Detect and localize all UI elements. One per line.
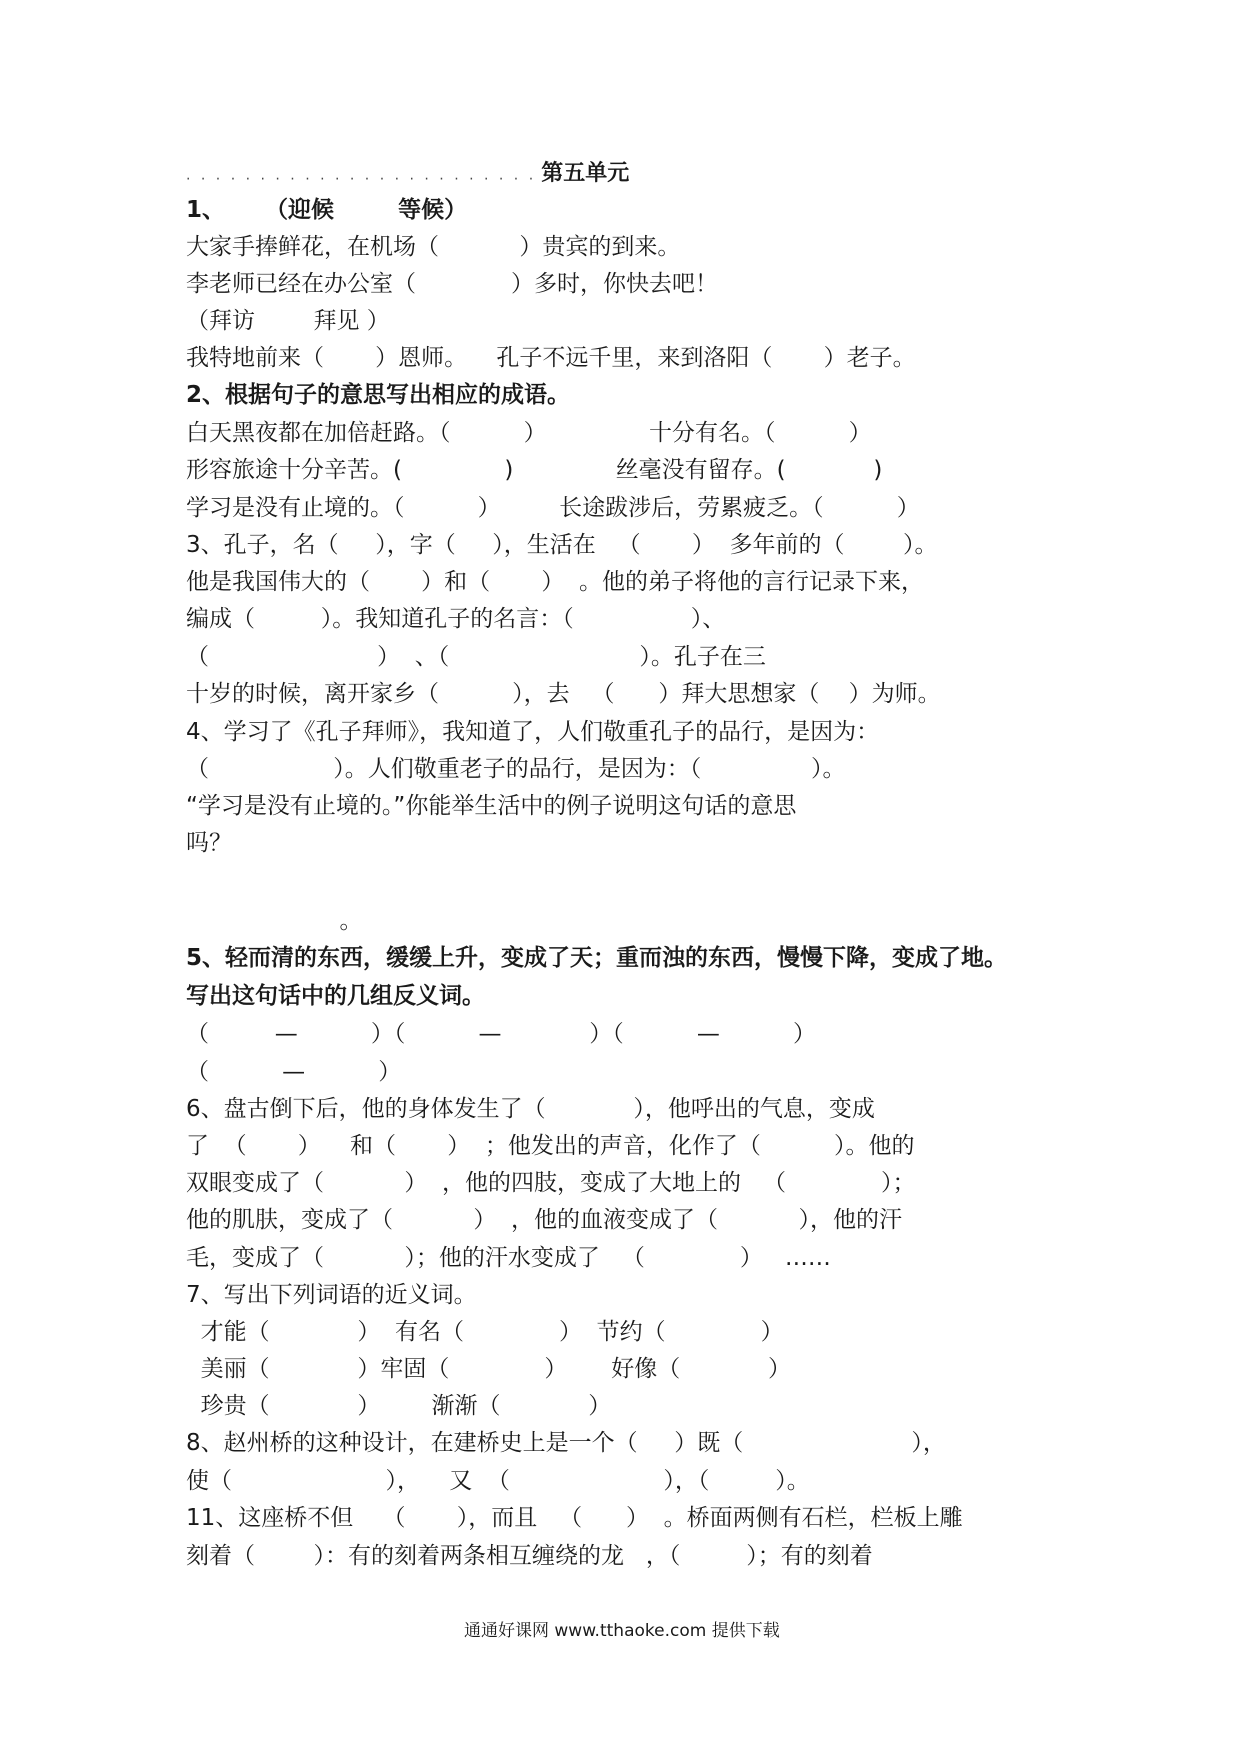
page-title: 第五单元 — [541, 161, 630, 186]
q2-line-2: 形容旅途十分辛苦。( ) 丝毫没有留存。( ) — [186, 457, 883, 483]
q5-blanks-2: （ — ） — [186, 1059, 402, 1085]
q7-heading: 7、写出下列词语的近义词。 — [186, 1282, 477, 1308]
q7-row-3: 珍贵（ ） 渐渐（ ） — [186, 1393, 612, 1419]
q4-line-4: 吗？ — [186, 830, 232, 856]
q4-line-3: “学习是没有止境的。”你能举生活中的例子说明这句话的意思 — [186, 793, 797, 819]
q3-line-3: 编成（ ）。我知道孔子的名言：（ ）、 — [186, 606, 726, 632]
q5-heading: 5、轻而清的东西，缓缓上升，变成了天；重而浊的东西，慢慢下降，变成了地。 — [186, 945, 1008, 971]
q1-sentence-3: 我特地前来（ ）恩师。 孔子不远千里，来到洛阳（ ）老子。 — [186, 345, 916, 371]
q3-line-2: 他是我国伟大的（ ）和（ ） 。他的弟子将他的言行记录下来， — [186, 569, 924, 595]
q2-line-3: 学习是没有止境的。（ ） 长途跋涉后，劳累疲乏。（ ） — [186, 495, 920, 521]
q7-row-1: 才能（ ） 有名（ ） 节约（ ） — [186, 1319, 784, 1345]
q4-answer-end: 。 — [186, 908, 363, 934]
q6-line-4: 他的肌肤，变成了（ ） ，他的血液变成了（ ），他的汗 — [186, 1207, 902, 1233]
q11-line-1: 11、这座桥不但 （ ），而且 （ ） 。桥面两侧有石栏，栏板上雕 — [186, 1505, 963, 1531]
q3-line-1: 3、孔子，名（ ），字（ ），生活在 （ ） 多年前的（ ）。 — [186, 532, 938, 558]
q5-instruction: 写出这句话中的几组反义词。 — [186, 983, 485, 1009]
q1-sentence-1: 大家手捧鲜花，在机场（ ）贵宾的到来。 — [186, 234, 681, 260]
q1-sentence-2: 李老师已经在办公室（ ）多时，你快去吧！ — [186, 271, 719, 297]
q7-row-2: 美丽（ ）牢固（ ） 好像（ ） — [186, 1356, 791, 1382]
q3-line-4: （ ） 、（ ）。孔子在三 — [186, 644, 766, 670]
q6-line-3: 双眼变成了（ ） ，他的四肢，变成了大地上的 （ ）； — [186, 1170, 916, 1196]
q8-line-1: 8、赵州桥的这种设计，在建桥史上是一个（ ）既（ ）， — [186, 1430, 946, 1456]
q11-line-2: 刻着（ ）：有的刻着两条相互缠绕的龙 ，（ ）；有的刻着 — [186, 1543, 873, 1569]
q1-heading: 1、 （迎候 等候） — [186, 197, 468, 223]
q6-line-1: 6、盘古倒下后，他的身体发生了（ ），他呼出的气息，变成 — [186, 1096, 875, 1122]
q6-line-2: 了 （ ） 和（ ） ；他发出的声音，化作了（ ）。他的 — [186, 1133, 915, 1159]
page-footer: 通通好课网 www.tthaoke.com 提供下载 — [464, 1621, 780, 1641]
q3-line-5: 十岁的时候，离开家乡（ ），去 （ ）拜大思想家（ ）为师。 — [186, 681, 941, 707]
q2-line-1: 白天黑夜都在加倍赶路。（ ） 十分有名。（ ） — [186, 420, 872, 446]
title-leader-dots: . . . . . . . . . . . . . . . . . . . . . . . . — [186, 167, 537, 184]
q6-line-5: 毛，变成了（ ）；他的汗水变成了 （ ） …… — [186, 1245, 831, 1271]
q1-word-choices-2: （拜访 拜见 ） — [186, 308, 390, 334]
page-heading — [186, 156, 629, 187]
q5-blanks-1: （ — ）（ — ）（ — ） — [186, 1021, 816, 1047]
q2-heading: 2、根据句子的意思写出相应的成语。 — [186, 382, 571, 408]
q8-line-2: 使（ ）， 又 （ ），（ ）。 — [186, 1468, 810, 1494]
q4-line-2: （ ）。人们敬重老子的品行，是因为：（ ）。 — [186, 756, 846, 782]
q4-line-1: 4、学习了《孔子拜师》，我知道了，人们敬重孔子的品行，是因为： — [186, 719, 880, 745]
